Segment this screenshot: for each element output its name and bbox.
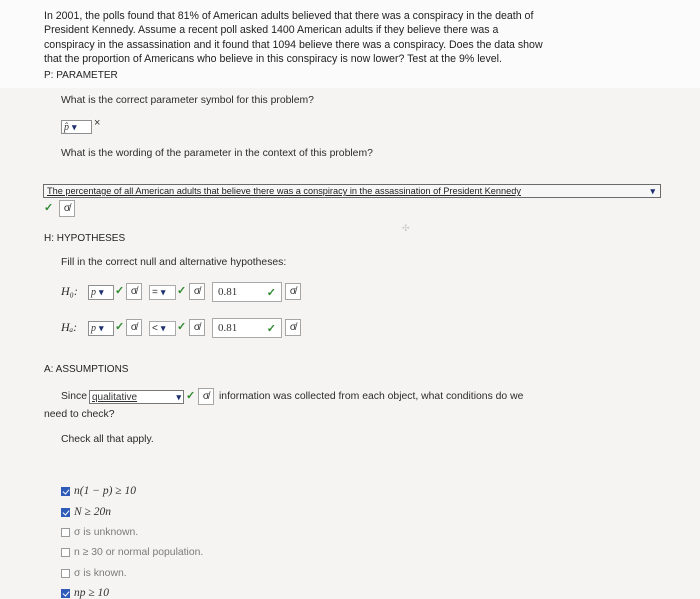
assumption-question-text: information was collected from each object, what conditions do we — [219, 391, 524, 402]
data-type-value: qualitative — [92, 391, 138, 403]
condition-label: σ is unknown. — [74, 527, 139, 538]
reset-icon[interactable]: σ̸ — [59, 200, 75, 217]
correct-check-icon: ✓ — [115, 321, 125, 333]
correct-check-icon: ✓ — [177, 285, 187, 297]
correct-check-icon: ✓ — [266, 322, 276, 335]
condition-option[interactable] — [61, 568, 127, 579]
condition-option[interactable] — [61, 527, 138, 538]
checkbox[interactable] — [61, 569, 70, 578]
checkbox[interactable] — [61, 487, 70, 496]
h0-parameter-value: p — [91, 287, 96, 298]
hypotheses-heading: H: HYPOTHESES — [44, 233, 126, 244]
condition-label: n ≥ 30 or normal population. — [74, 547, 204, 558]
ha-value: 0.81 — [218, 322, 238, 334]
condition-option[interactable] — [61, 506, 111, 518]
assumptions-heading: A: ASSUMPTIONS — [44, 364, 129, 375]
condition-label: N ≥ 20n — [74, 506, 111, 518]
parameter-symbol-question: What is the correct parameter symbol for this problem? — [61, 95, 314, 106]
question-panel — [0, 88, 700, 599]
mouse-cursor-icon: ✣ — [402, 223, 410, 233]
correct-check-icon: ✓ — [177, 321, 187, 333]
reset-icon[interactable]: σ̸ — [126, 319, 142, 336]
condition-label: np ≥ 10 — [74, 587, 110, 599]
correct-check-icon: ✓ — [115, 285, 125, 297]
condition-label: σ is known. — [74, 568, 127, 579]
assumption-question-line2: need to check? — [44, 409, 115, 420]
checkbox[interactable] — [61, 508, 70, 517]
reset-icon[interactable]: σ̸ — [126, 283, 142, 300]
h0-operator-select[interactable] — [149, 285, 176, 300]
reset-icon[interactable]: σ̸ — [189, 319, 205, 336]
checkbox[interactable] — [61, 589, 70, 598]
chevron-down-icon: ▾ — [650, 185, 655, 196]
condition-label: n(1 − p) ≥ 10 — [74, 485, 136, 497]
parameter-heading: P: PARAMETER — [44, 70, 118, 81]
ha-operator-select[interactable] — [149, 321, 176, 336]
incorrect-icon: × — [94, 117, 101, 129]
ha-operator-value: < — [152, 323, 158, 334]
hypotheses-instruction: Fill in the correct null and alternative hypotheses: — [61, 257, 287, 268]
chevron-down-icon: ▾ — [72, 121, 77, 132]
h0-label: H₀: — [61, 284, 78, 298]
parameter-wording-value: The percentage of all American adults that believe there was a conspiracy in the assassination of President Kennedy — [47, 186, 521, 196]
h0-operator-value: = — [152, 287, 158, 298]
since-text: Since — [61, 391, 87, 402]
chevron-down-icon: ▾ — [160, 323, 166, 333]
problem-text: In 2001, the polls found that 81% of American adults believed that there was a conspiracy in the death of President Kennedy. Assume a recent poll asked 1400 American adults if they believe there was a conspiracy in the assassination and it found that 1094 believe there was a conspiracy. Does the data show that the proportion of Americans who believe in this conspiracy is now lower? Test at the 9% level. — [44, 10, 543, 66]
chevron-down-icon: ▾ — [176, 391, 181, 402]
reset-icon[interactable]: σ̸ — [285, 283, 301, 300]
reset-icon[interactable]: σ̸ — [198, 388, 214, 405]
reset-icon[interactable]: σ̸ — [285, 319, 301, 336]
condition-option[interactable] — [61, 547, 203, 558]
reset-icon[interactable]: σ̸ — [189, 283, 205, 300]
chevron-down-icon: ▾ — [99, 287, 104, 297]
h0-value: 0.81 — [218, 286, 238, 298]
h0-parameter-select[interactable] — [88, 285, 114, 300]
check-all-instruction: Check all that apply. — [61, 434, 154, 445]
ha-label: Hₐ: — [61, 320, 78, 334]
correct-check-icon: ✓ — [44, 202, 54, 214]
chevron-down-icon: ▾ — [160, 287, 166, 297]
checkbox[interactable] — [61, 548, 70, 557]
ha-parameter-select[interactable] — [88, 321, 114, 336]
checkbox[interactable] — [61, 528, 70, 537]
parameter-wording-question: What is the wording of the parameter in the context of this problem? — [61, 148, 373, 159]
correct-check-icon: ✓ — [186, 390, 196, 402]
correct-check-icon: ✓ — [266, 286, 276, 299]
condition-option[interactable] — [61, 587, 109, 599]
parameter-symbol-value: p̂ — [64, 121, 69, 133]
h0-value-input[interactable] — [212, 282, 282, 302]
parameter-symbol-select[interactable] — [61, 120, 92, 134]
ha-value-input[interactable] — [212, 318, 282, 338]
condition-option[interactable] — [61, 485, 136, 497]
chevron-down-icon: ▾ — [99, 323, 104, 333]
data-type-select[interactable] — [89, 390, 184, 404]
ha-parameter-value: p — [91, 323, 96, 334]
parameter-wording-select[interactable] — [43, 184, 661, 198]
